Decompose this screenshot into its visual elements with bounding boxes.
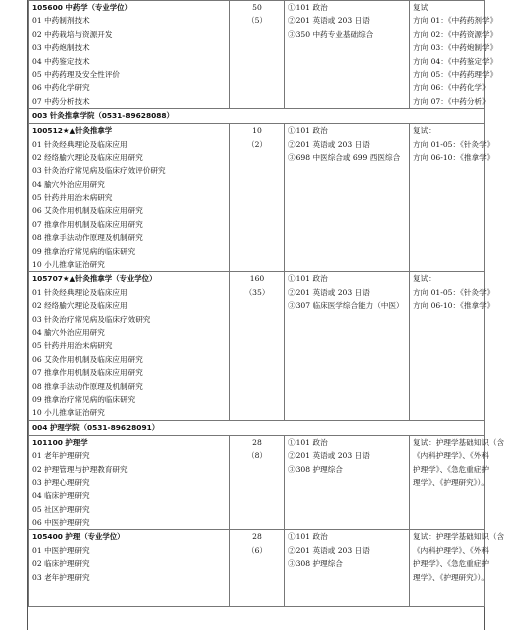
quota-exempt: （5） xyxy=(246,16,268,26)
direction-item: 04 临床护理研究 xyxy=(32,491,90,501)
direction-item: 03 中药炮制技术 xyxy=(32,43,90,53)
exam-cell xyxy=(285,272,410,420)
direction-item: 02 中药栽培与资源开发 xyxy=(32,29,113,39)
direction-item: 05 针药并用治未病研究 xyxy=(32,193,113,203)
quota-exempt: （2） xyxy=(246,139,268,149)
exam-cell xyxy=(285,124,410,272)
quota-exempt: （8） xyxy=(246,451,268,461)
direction-item: 04 腧穴外治应用研究 xyxy=(32,179,105,189)
exam-item: ②201 英语或 203 日语 xyxy=(288,451,370,461)
note-line: 复试：护理学基础知识（含 xyxy=(413,437,505,447)
direction-item: 03 老年护理研究 xyxy=(32,572,90,582)
program-directions-cell xyxy=(29,1,230,109)
exam-item: ①101 政治 xyxy=(288,437,328,447)
exam-item: ①101 政治 xyxy=(288,274,328,284)
note-line: 方向 06-10：《推拿学》 xyxy=(413,152,495,162)
quota-total: 10 xyxy=(252,126,262,136)
direction-item: 03 针灸治疗常见病及临床疗效研究 xyxy=(32,314,151,324)
direction-item: 10 小儿推拿证治研究 xyxy=(32,260,105,270)
note-line: 《内科护理学》、《外科 xyxy=(413,451,489,461)
notes-cell xyxy=(410,272,495,420)
program-row-101100 xyxy=(29,435,485,530)
quota-total: 28 xyxy=(252,437,262,447)
note-line: 复试： xyxy=(413,126,436,136)
direction-item: 06 中药化学研究 xyxy=(32,83,90,93)
exam-cell xyxy=(285,1,410,109)
exam-item: ②201 英语或 203 日语 xyxy=(288,16,370,26)
note-line: 方向 06：《中药化学》 xyxy=(413,83,490,93)
exam-item: ③308 护理综合 xyxy=(288,559,343,569)
program-row-105400 xyxy=(29,530,485,607)
direction-item: 04 腧穴外治应用研究 xyxy=(32,327,105,337)
note-line: 方向 01：《中药药剂学》 xyxy=(413,16,498,26)
direction-item: 05 中药药理及安全性评价 xyxy=(32,69,121,79)
note-line: 方向 05：《中药药理学》 xyxy=(413,69,498,79)
direction-item: 02 经络腧穴理论及临床应用研究 xyxy=(32,152,143,162)
notes-cell xyxy=(410,435,505,530)
direction-item: 03 针灸治疗常见病及临床疗效评价研究 xyxy=(32,166,166,176)
department-title: 004 护理学院（0531-89628091） xyxy=(32,422,160,432)
exam-item: ②201 英语或 203 日语 xyxy=(288,545,370,555)
direction-item: 06 艾灸作用机制及临床应用研究 xyxy=(32,354,143,364)
note-line: 方向 03：《中药炮制学》 xyxy=(413,43,498,53)
direction-item: 07 推拿作用机制及临床应用研究 xyxy=(32,219,143,229)
note-line: 方向 04：《中药鉴定学》 xyxy=(413,56,498,66)
note-line: 方向 01-05：《针灸学》 xyxy=(413,287,495,297)
direction-item: 08 推拿手法动作原理及机制研究 xyxy=(32,233,143,243)
exam-item: ①101 政治 xyxy=(288,126,328,136)
quota-cell xyxy=(230,272,285,420)
direction-item: 07 中药分析技术 xyxy=(32,96,90,106)
note-line: 理学》、《护理研究》）。 xyxy=(413,572,489,582)
direction-item: 03 护理心理研究 xyxy=(32,477,90,487)
exam-item: ③698 中医综合或 699 西医综合 xyxy=(288,152,401,162)
exam-item: ①101 政治 xyxy=(288,532,328,542)
direction-item: 01 中医护理研究 xyxy=(32,545,90,555)
admissions-table xyxy=(28,0,505,607)
quota-total: 50 xyxy=(252,3,262,12)
note-line: 护理学》、《急危重症护 xyxy=(413,559,489,569)
note-line: 复试：护理学基础知识（含 xyxy=(413,532,505,542)
catalog-sheet xyxy=(27,0,505,630)
note-line: 护理学》、《急危重症护 xyxy=(413,464,489,474)
exam-cell xyxy=(285,435,410,530)
note-line: 复试 xyxy=(413,3,429,12)
note-line: 理学》、《护理研究》）。 xyxy=(413,477,489,487)
quota-cell xyxy=(230,124,285,272)
direction-item: 01 老年护理研究 xyxy=(32,451,90,461)
program-row-105600 xyxy=(29,1,485,109)
quota-total: 28 xyxy=(252,532,262,542)
exam-item: ③307 临床医学综合能力（中医） xyxy=(288,301,404,311)
direction-item: 10 小儿推拿证治研究 xyxy=(32,408,105,418)
program-title: 105600 中药学（专业学位） xyxy=(32,3,132,12)
note-line: 复试： xyxy=(413,274,436,284)
direction-item: 08 推拿手法动作原理及机制研究 xyxy=(32,381,143,391)
direction-item: 09 推拿治疗常见病的临床研究 xyxy=(32,394,136,404)
program-directions-cell xyxy=(29,124,230,272)
quota-cell xyxy=(230,1,285,109)
direction-item: 01 针灸经典理论及临床应用 xyxy=(32,139,128,149)
quota-cell xyxy=(230,530,285,607)
quota-exempt: （35） xyxy=(244,287,270,297)
direction-item: 02 经络腧穴理论及临床应用 xyxy=(32,301,128,311)
program-title: 105707★▲针灸推拿学（专业学位） xyxy=(32,274,157,284)
notes-cell xyxy=(410,530,505,607)
direction-item: 01 针灸经典理论及临床应用 xyxy=(32,287,128,297)
direction-item: 06 艾灸作用机制及临床应用研究 xyxy=(32,206,143,216)
department-title: 003 针灸推拿学院（0531-89628088） xyxy=(32,111,174,121)
note-line: 方向 01-05：《针灸学》 xyxy=(413,139,495,149)
quota-exempt: （6） xyxy=(246,545,268,555)
note-line: 方向 07：《中药分析》 xyxy=(413,96,490,106)
direction-item: 06 中医护理研究 xyxy=(32,518,90,528)
notes-cell xyxy=(410,124,495,272)
note-line: 方向 06-10：《推拿学》 xyxy=(413,301,495,311)
direction-item: 02 护理管理与护理教育研究 xyxy=(32,464,128,474)
exam-item: ①101 政治 xyxy=(288,3,328,12)
direction-item: 07 推拿作用机制及临床应用研究 xyxy=(32,368,143,378)
program-directions-cell xyxy=(29,435,230,530)
direction-item: 02 临床护理研究 xyxy=(32,559,90,569)
note-line: 《内科护理学》、《外科 xyxy=(413,545,489,555)
department-row-004 xyxy=(29,420,485,435)
department-header xyxy=(29,420,485,435)
direction-item: 09 推拿治疗常见病的临床研究 xyxy=(32,246,136,256)
program-title: 105400 护理（专业学位） xyxy=(32,532,125,542)
exam-cell xyxy=(285,530,410,607)
direction-item: 04 中药鉴定技术 xyxy=(32,56,90,66)
department-row-003 xyxy=(29,109,485,124)
exam-item: ②201 英语或 203 日语 xyxy=(288,139,370,149)
program-directions-cell xyxy=(29,530,230,607)
program-directions-cell xyxy=(29,272,230,420)
exam-item: ③308 护理综合 xyxy=(288,464,343,474)
notes-cell xyxy=(410,1,498,109)
quota-cell xyxy=(230,435,285,530)
program-title: 100512★▲针灸推拿学 xyxy=(32,126,113,136)
department-header xyxy=(29,109,485,124)
note-line: 方向 02：《中药资源学》 xyxy=(413,29,498,39)
exam-item: ③350 中药专业基础综合 xyxy=(288,29,374,39)
quota-total: 160 xyxy=(249,274,265,284)
program-row-100512 xyxy=(29,124,485,272)
exam-item: ②201 英语或 203 日语 xyxy=(288,287,370,297)
direction-item: 01 中药制剂技术 xyxy=(32,16,90,26)
direction-item: 05 针药并用治未病研究 xyxy=(32,341,113,351)
program-row-105707 xyxy=(29,272,485,420)
direction-item: 05 社区护理研究 xyxy=(32,504,90,514)
program-title: 101100 护理学 xyxy=(32,437,88,447)
